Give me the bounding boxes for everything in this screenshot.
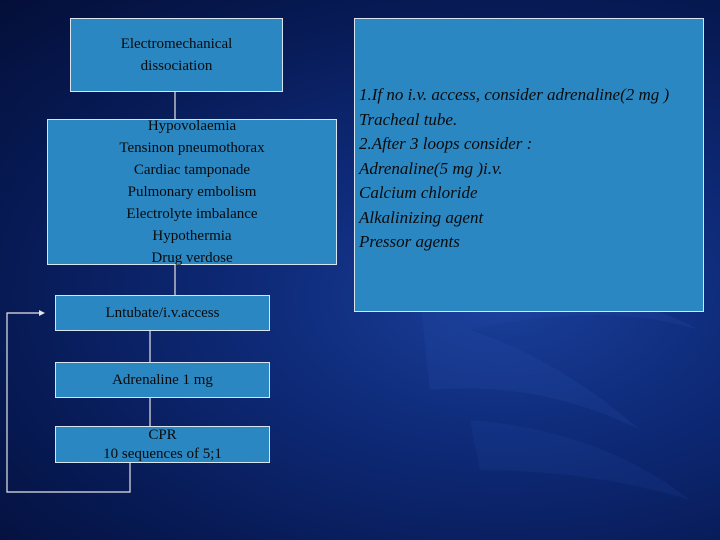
box-intubate-iv-access [55, 295, 270, 331]
note-line: Alkalinizing agent [359, 207, 484, 227]
intubate-label: Lntubate/i.v.access [105, 305, 220, 321]
emd-line-1: Electromechanical [120, 36, 233, 52]
note-line: Pressor agents [359, 232, 460, 251]
box-electromechanical-dissociation [70, 18, 283, 92]
note-line: 2.After 3 loops consider : [359, 134, 533, 153]
note-line: Tracheal tube. [359, 109, 458, 129]
cpr-line-2: 10 sequences of 5;1 [103, 445, 222, 462]
cause-item: Cardiac tamponade [133, 162, 251, 178]
cause-item: Drug verdose [151, 250, 233, 266]
adrenaline-label: Adrenaline 1 mg [112, 372, 213, 388]
emd-line-2: dissociation [140, 58, 213, 74]
cause-item: Hypovolaemia [147, 118, 237, 134]
note-line: Calcium chloride [359, 183, 478, 202]
cause-item: Electrolyte imbalance [126, 206, 258, 222]
note-line: Adrenaline(5 mg )i.v. [359, 158, 503, 178]
box-treatment-notes [354, 18, 704, 312]
note-line: 1.If no i.v. access, consider adrenaline(2 mg ) [359, 85, 670, 104]
loop-back-arrowhead [39, 310, 45, 316]
cause-item: Pulmonary embolism [127, 184, 257, 200]
cause-item: Tensinon pneumothorax [119, 140, 265, 156]
box-adrenaline [55, 362, 270, 398]
box-cpr [55, 426, 270, 463]
cause-item: Hypothermia [152, 228, 232, 244]
loop-back-arrow-line [7, 313, 130, 492]
cpr-line-1: CPR [148, 426, 177, 443]
box-reversible-causes [47, 119, 337, 265]
